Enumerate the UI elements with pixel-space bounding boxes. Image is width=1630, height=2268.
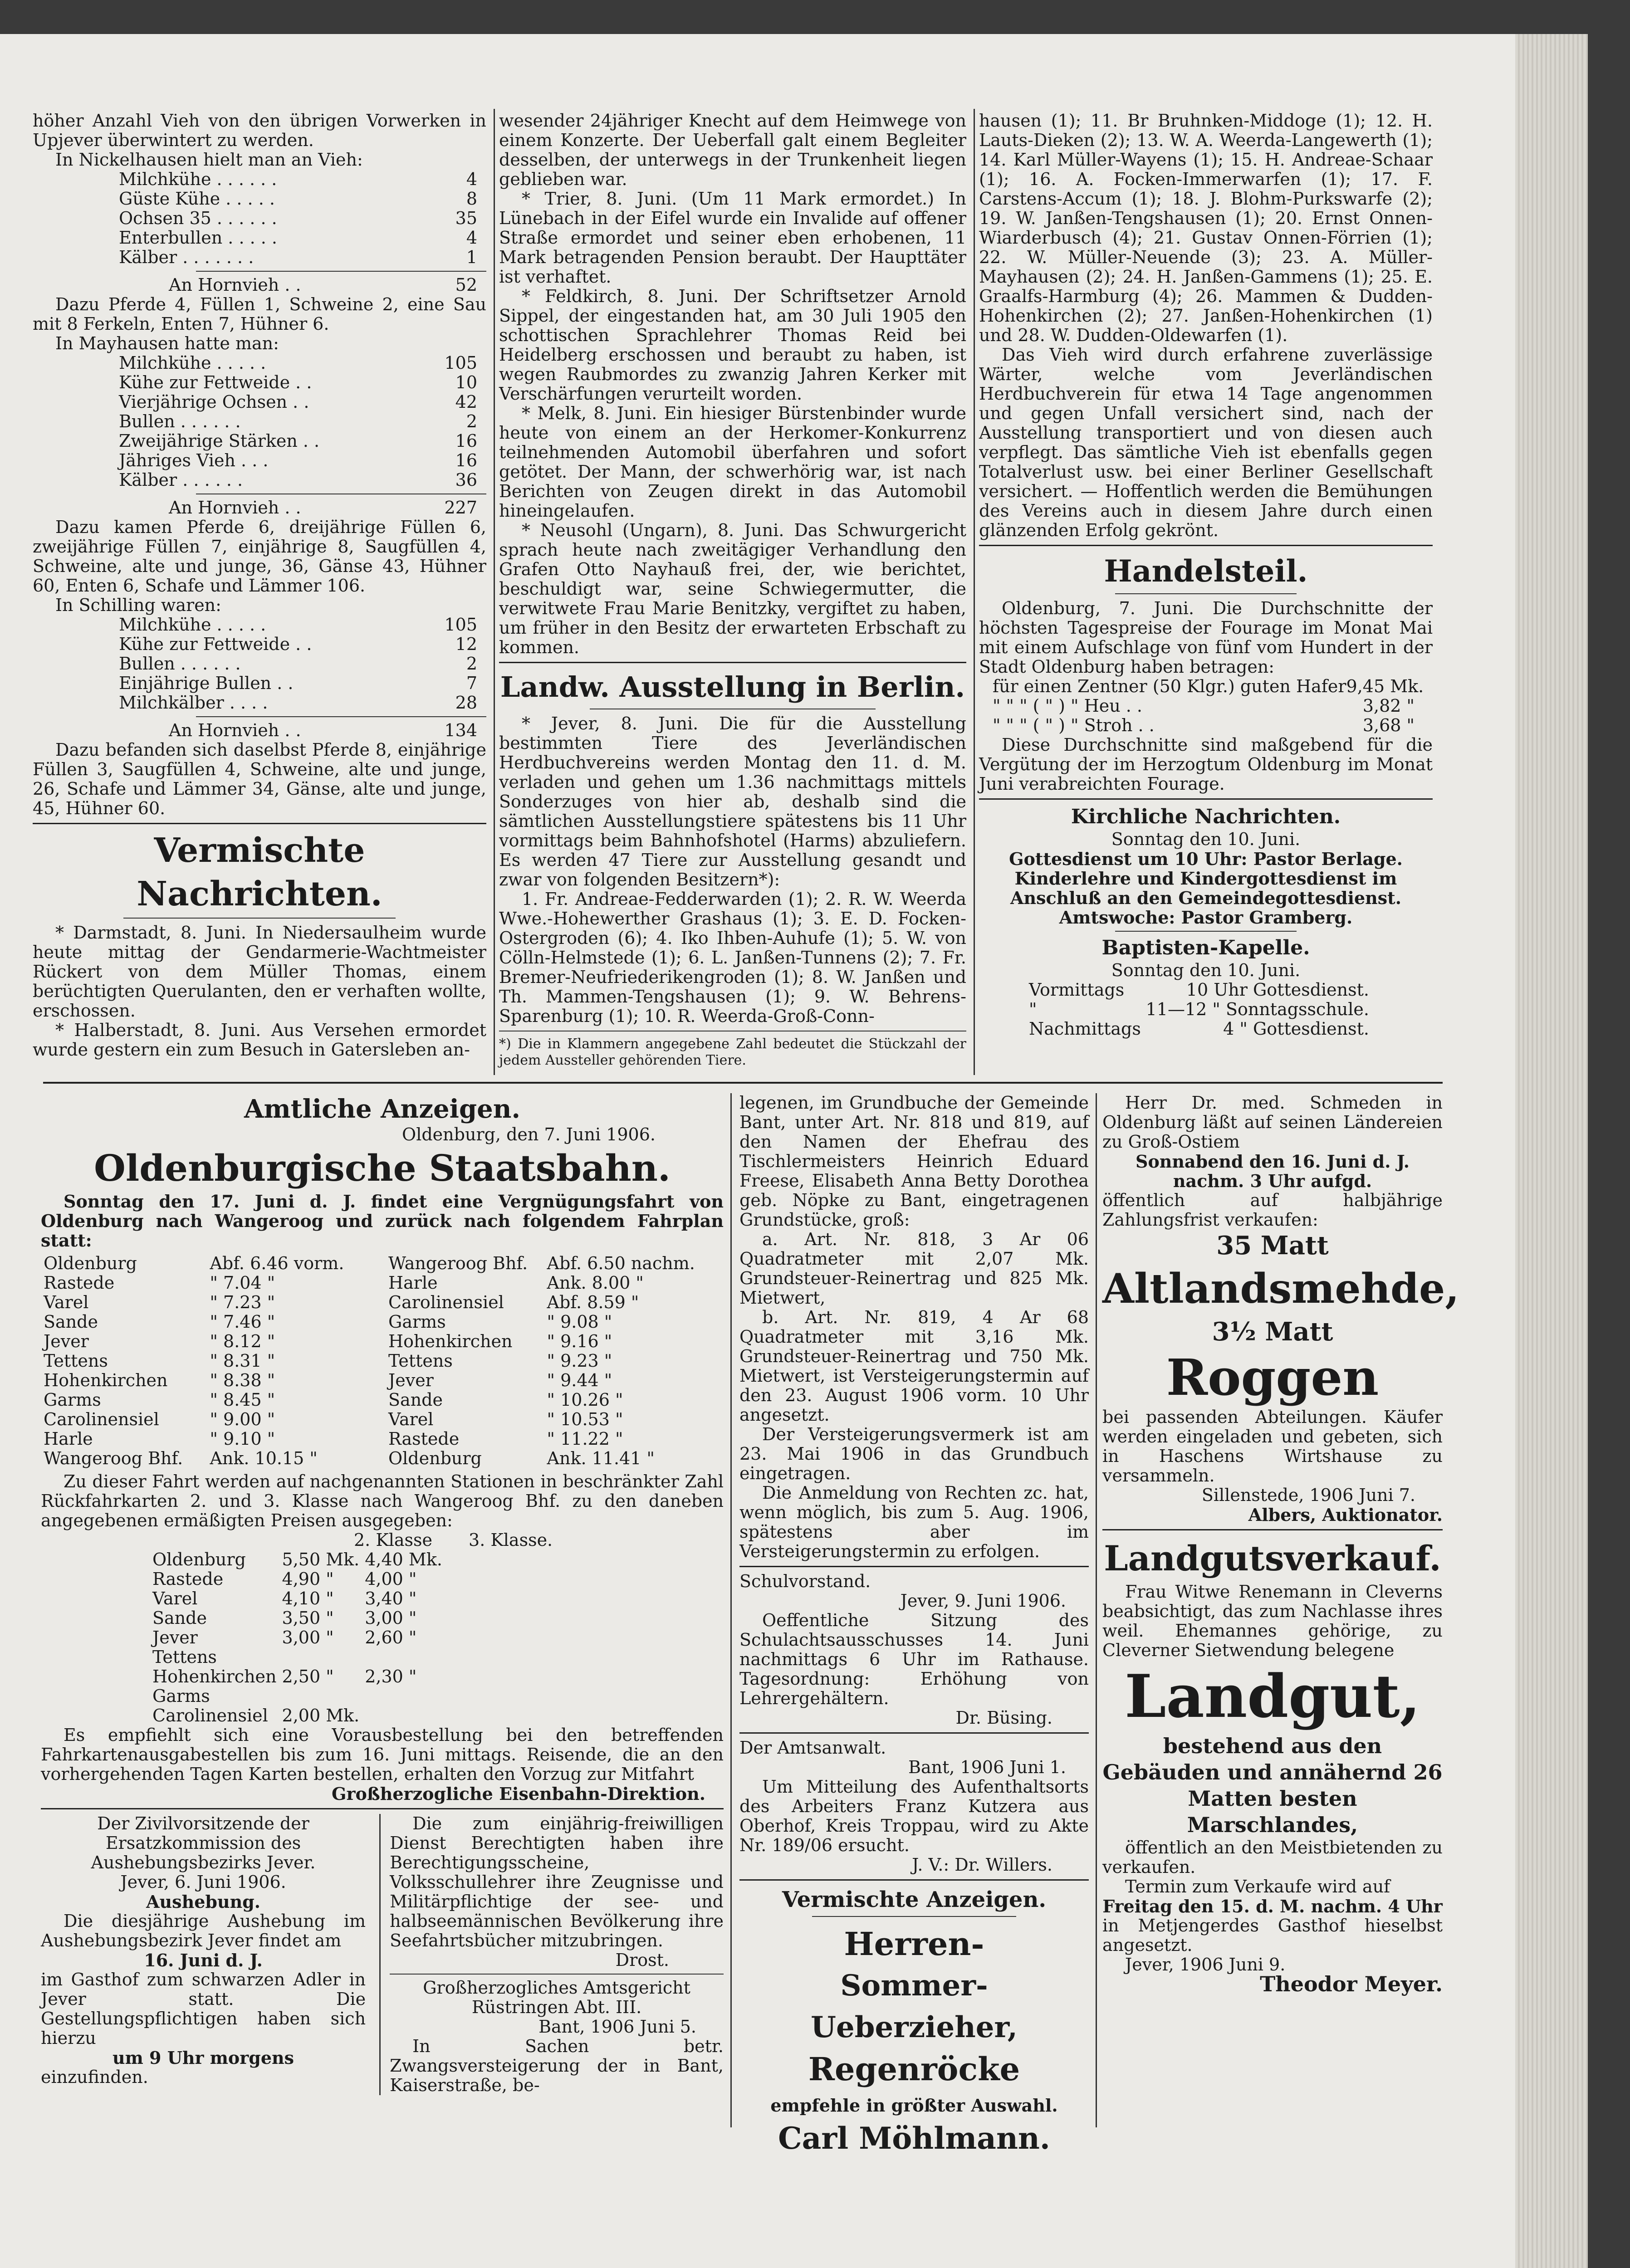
table-cell: " 9.08 " (547, 1312, 612, 1332)
table-cell: Tettens (152, 1647, 217, 1667)
table-cell: Garms (44, 1390, 101, 1410)
nickelhausen-list (33, 170, 486, 267)
table-cell: Oldenburg (44, 1253, 137, 1273)
total-label: An Hornvieh . . (169, 275, 301, 295)
paragraph: öffentlich auf halbjährige Zahlungsfrist verkaufen: (1102, 1190, 1443, 1230)
table-row (41, 1312, 367, 1332)
table-cell: Varel (388, 1409, 434, 1429)
left-top-column (33, 111, 486, 1077)
list-cell: 105 (444, 615, 477, 635)
table-cell: Oldenburg (388, 1448, 482, 1468)
table-cell: 5,50 Mk. (282, 1549, 360, 1569)
table-cell: Rastede (152, 1569, 224, 1589)
news-item: wesender 24jähriger Knecht auf dem Heimwege von einem Konzerte. Der Ueberfall galt einem Begleiter desselben, der unterwegs in der Trunkenheit liegen geblieben war. (499, 111, 966, 189)
table-cell: Tettens (388, 1351, 453, 1371)
list-cell: 2 (466, 654, 477, 674)
paragraph: in Metjengerdes Gasthof hieselbst angesetzt. (1102, 1916, 1443, 1955)
table-cell: 3,40 " (365, 1589, 417, 1608)
section-rule (43, 1082, 1443, 1084)
paragraph: einzufinden. (41, 2067, 148, 2087)
table-cell (362, 1686, 445, 1706)
table-cell: " 8.38 " (210, 1370, 275, 1390)
list-cell: " (1029, 999, 1037, 1019)
section-heading: Amtliche Anzeigen. (244, 1094, 520, 1124)
paragraph: Um Mitteilung des Aufenthaltsorts des Arbeiters Franz Kutzera aus Oberhof, Kreis Troppau, wird zu Akte Nr. 189/06 ersucht. (739, 1777, 1089, 1855)
table-row (386, 1312, 712, 1332)
table-row (386, 1449, 712, 1468)
page-edge (1515, 34, 1588, 2268)
table-cell: 3,00 " (365, 1608, 417, 1628)
table-cell: Varel (152, 1589, 198, 1608)
list-cell: Ochsen 35 . . . . . . (119, 208, 277, 228)
list-cell: Vierjährige Ochsen . . (119, 392, 309, 412)
news-item: * Darmstadt, 8. Juni. In Niedersaulheim wurde heute mittag der Gendarmerie-Wachtmeister Rückert von dem Müller Thomas, einem berüchtigten Querulanten, den er verhaften wollte, erschossen. (33, 923, 486, 1021)
table-cell: Jever (44, 1331, 89, 1351)
ad-headline: Roggen (1166, 1348, 1379, 1407)
table-cell (279, 1647, 362, 1667)
news-item: * Jever, 8. Juni. Die für die Ausstellung bestimmten Tiere des Jeverländischen Herdbuchvereins werden Montag den 11. d. M. verladen und gehen um 1.36 nachmittags mittels Sonderzuges von hier ab, deshalb sind die sämtlichen Ausstellungstiere spätestens bis 11 Uhr vormittags beim Bahnhofshotel (Harms) abzuliefern. Es werden 47 Tiere zur Ausstellung gesandt und zwar von folgenden Besitzern*): (499, 714, 966, 890)
section-heading: Baptisten-Kapelle. (1101, 936, 1310, 959)
church-line: Sonntag den 10. Juni. (1111, 960, 1301, 980)
table-cell: 2,00 Mk. (282, 1706, 360, 1725)
table-cell: Ank. 10.15 " (210, 1448, 318, 1468)
table-row (150, 1569, 445, 1589)
paragraph: im Gasthof zum schwarzen Adler in Jever statt. Die Gestellungspflichtigen haben sich hierzu (41, 1970, 366, 2048)
church-line: Gottesdienst um 10 Uhr: Pastor Berlage. (1009, 849, 1403, 869)
list-row (993, 716, 1415, 735)
table-row (386, 1429, 712, 1449)
paragraph: Die Anmeldung von Rechten zc. hat, wenn möglich, bis zum 5. Aug. 1906, spätestens aber im Versteigerungstermin zu erfolgen. (739, 1483, 1089, 1561)
notice-date: Bant, 1906 Juni 5. (538, 2017, 696, 2037)
table-cell: Hohenkirchen (388, 1331, 513, 1351)
news-item: * Melk, 8. Juni. Ein hiesiger Bürstenbinder wurde heute von einem an der Herkomer-Konkurrenz teilnehmenden Automobil überfahren und sofort getötet. Der Mann, der schwerhörig war, ist nach Berichten von Zeugen direkt in das Automobil hineingelaufen. (499, 403, 966, 521)
paragraph: Die zum einjährig-freiwilligen Dienst Berechtigten haben ihre Berechtigungsscheine, Volksschullehrer ihre Zeugnisse und Militärpflichtige der see- und halbseemännischen Bevölkerung ihre Seefahrtsbücher mitzubringen. (390, 1813, 724, 1950)
section-title: In Schilling waren: (55, 595, 221, 615)
table-row (41, 1410, 367, 1429)
ad-line: 3½ Matt (1212, 1317, 1333, 1347)
column-rule (494, 109, 495, 1075)
middle-top-column (499, 111, 966, 1077)
table-cell: Sande (152, 1608, 207, 1628)
column-rule (1096, 1093, 1097, 2127)
section-heading: Handelsteil. (1104, 553, 1308, 589)
table-cell: Abf. 8.59 " (547, 1292, 639, 1312)
list-row (119, 170, 477, 189)
footnote: *) Die in Klammern angegebene Zahl bedeutet die Stückzahl der jedem Aussteller gehörenden Tiere. (499, 1036, 966, 1068)
notice-date: Sillenstede, 1906 Juni 7. (1201, 1485, 1415, 1505)
total-row (33, 275, 486, 295)
railway-title: Oldenburgische Staatsbahn. (94, 1147, 671, 1189)
table-row (41, 1429, 367, 1449)
list-cell: 28 (455, 693, 477, 713)
list-cell: Milchkälber . . . . (119, 693, 268, 713)
signature: Drost. (615, 1950, 669, 1970)
notice-intro: Sonntag den 17. Juni d. J. findet eine Vergnügungsfahrt von Oldenburg nach Wangeroog und zurück nach folgendem Fahrplan statt: (41, 1191, 724, 1251)
table-cell: Garms (152, 1686, 210, 1706)
class-label: 3. Klasse. (469, 1530, 553, 1550)
ad-headline: Herren- (844, 1925, 984, 1963)
table-cell: Wangeroog Bhf. (388, 1253, 528, 1273)
table-row (386, 1410, 712, 1429)
ad-firm: Carl Möhlmann. (778, 2121, 1050, 2156)
price-list (979, 677, 1433, 735)
table-cell: " 9.00 " (210, 1409, 275, 1429)
list-cell: 4 (466, 228, 477, 248)
paragraph: Der Versteigerungsvermerk ist am 23. Mai 1906 in das Grundbuch eingetragen. (739, 1424, 1089, 1483)
baptist-schedule (979, 980, 1433, 1039)
exhibitor-list: 1. Fr. Andreae-Fedderwarden (1); 2. R. W. Weerda Wwe.-Hohewerther Grashaus (1); 3. E. D. Focken-Ostergroden (6); 4. Iko Ihben-Auhufe (1); 5. W. von Cölln-Helmstede (1); 6. L. Janßen-Tunnens (2); 7. Fr. Bremer-Neufriederikengroden (1); 8. W. Janßen und Th. Mammen-Tengshausen (1); 9. W. Behrens-Sparenburg (1); 10. R. Weerda-Groß-Conn- (499, 889, 966, 1026)
signature: Großherzogliche Eisenbahn-Direktion. (332, 1784, 705, 1804)
return-timetable (386, 1254, 712, 1468)
list-row (119, 412, 477, 431)
ad-date: Freitag den 15. d. M. nachm. 4 Uhr (1102, 1896, 1443, 1916)
notice-time: um 9 Uhr morgens (112, 2048, 294, 2068)
table-cell: Abf. 6.46 vorm. (210, 1253, 344, 1273)
list-cell: Kühe zur Fettweide . . (119, 372, 312, 392)
fare-header (41, 1530, 724, 1550)
table-row (386, 1390, 712, 1410)
table-row (150, 1686, 445, 1706)
paragraph: Es empfiehlt sich eine Vorausbestellung bei den betreffenden Fahrkartenausgabestellen bis zum 16. Juni mittags. Reisende, die an den vorhergehenden Tagen Karten bestellen, erhalten den Vorzug zur Mitfahrt (41, 1725, 724, 1784)
notice-heading: Aushebung. (146, 1892, 260, 1912)
table-cell: Rastede (44, 1273, 115, 1293)
paragraph: Die diesjährige Aushebung im Aushebungsbezirk Jever findet am (41, 1911, 366, 1950)
paragraph: legenen, im Grundbuche der Gemeinde Bant, unter Art. Nr. 818 und 819, auf den Namen der Ehefrau des Tischlermeisters Heinrich Eduard Freese, Elisabeth Anna Betty Dorothea geb. Nöpke zu Bant, eingetragenen Grundstücke, groß: (739, 1093, 1089, 1230)
list-cell: Güste Kühe . . . . . (119, 189, 275, 209)
section-heading: Vermischte Anzeigen. (782, 1887, 1047, 1912)
list-cell: 35 (455, 208, 477, 228)
table-row (150, 1667, 445, 1686)
church-line: Sonntag den 10. Juni. (1111, 829, 1301, 849)
table-row (386, 1371, 712, 1390)
list-row (119, 674, 477, 693)
table-row (386, 1351, 712, 1371)
table-cell: 2,60 " (365, 1628, 417, 1647)
list-cell: 16 (455, 450, 477, 470)
list-row (119, 431, 477, 451)
paragraph: bei passenden Abteilungen. Käufer werden eingeladen und gebeten, sich in Haschens Wirtshause zu versammeln. (1102, 1407, 1443, 1486)
table-cell: Carolinensiel (388, 1292, 504, 1312)
list-cell: 9,45 Mk. (1346, 676, 1424, 696)
paragraph: Dazu befanden sich daselbst Pferde 8, einjährige Füllen 3, Saugfüllen 4, Schweine, alte und junge, 26, Schafe und Lämmer 34, Gänse, alte und junge, 45, Hühner 60. (33, 740, 486, 818)
paragraph: b. Art. Nr. 819, 4 Ar 68 Quadratmeter mit 3,16 Mk. Grundsteuer-Reinertrag und 750 Mk. Mietwert, ist Versteigerungstermin auf den 23. August 1906 vorm. 10 Uhr angesetzt. (739, 1307, 1089, 1425)
list-row (1029, 980, 1369, 1000)
list-cell: Bullen . . . . . . (119, 654, 241, 674)
ad-headline: Sommer-Ueberzieher, (811, 1969, 1018, 2044)
list-row (119, 353, 477, 373)
table-row (386, 1273, 712, 1293)
list-cell: 8 (466, 189, 477, 209)
notice-header: Großherzogliches Amtsgericht Rüstringen Abt. III. (423, 1978, 690, 2017)
total-row (33, 721, 486, 740)
list-row (119, 635, 477, 654)
list-row (1029, 1000, 1369, 1019)
notice-date: Bant, 1906 Juni 1. (908, 1757, 1066, 1777)
ad-headline: Landgutsverkauf. (1104, 1538, 1441, 1579)
table-cell: Hohenkirchen (44, 1370, 168, 1390)
mayhausen-list (33, 353, 486, 490)
ad-date: Sonnabend den 16. Juni d. J. nachm. 3 Uhr aufgd. (1136, 1151, 1410, 1191)
ad-text: bestehend aus den Gebäuden und annähernd 26 Matten besten Marschlandes, (1102, 1734, 1443, 1837)
ad-line: 35 Matt (1216, 1231, 1329, 1261)
paragraph: Herr Dr. med. Schmeden in Oldenburg läßt auf seinen Ländereien zu Groß-Ostiem (1102, 1093, 1443, 1152)
paragraph: Termin zum Verkaufe wird auf (1125, 1877, 1390, 1897)
list-row (119, 615, 477, 635)
ad-text: empfehle in größter Auswahl. (770, 2095, 1058, 2116)
section-title: In Mayhausen hatte man: (55, 333, 279, 353)
list-cell: Milchkühe . . . . . (119, 615, 266, 635)
table-cell: 3,50 " (282, 1608, 334, 1628)
table-cell: " 10.26 " (547, 1390, 623, 1410)
notice-date: Jever, 6. Juni 1906. (120, 1872, 286, 1892)
table-cell: " 10.53 " (547, 1409, 623, 1429)
section-heading: Landw. Ausstellung in Berlin. (500, 670, 965, 704)
table-cell: " 7.23 " (210, 1292, 275, 1312)
list-row (993, 676, 1424, 696)
list-cell: 12 (455, 634, 477, 654)
right-top-column (979, 111, 1433, 1077)
fare-table (150, 1550, 445, 1725)
table-cell: Oldenburg (152, 1549, 246, 1569)
notice-header: Der Zivilvorsitzende der Ersatzkommission des Aushebungsbezirks Jever. (91, 1813, 316, 1872)
total-value: 227 (444, 498, 477, 518)
table-cell: Rastede (388, 1429, 460, 1449)
bottom-right-column (1102, 1093, 1459, 2132)
list-cell: Jähriges Vieh . . . (119, 450, 269, 470)
table-row (150, 1628, 445, 1647)
table-row (41, 1254, 367, 1273)
total-label: An Hornvieh . . (169, 720, 301, 740)
list-row (119, 392, 477, 412)
list-row (119, 451, 477, 470)
news-item: Oldenburg, 7. Juni. Die Durchschnitte der höchsten Tagespreise der Fourage im Monat Mai mit einem Aufschlage von fünf vom Hundert in der Stadt Oldenburg haben betragen: (979, 598, 1433, 677)
signature: J. V.: Dr. Willers. (912, 1855, 1052, 1875)
table-row (386, 1332, 712, 1351)
table-cell: " 8.45 " (210, 1390, 275, 1410)
paragraph: öffentlich an den Meistbietenden zu verkaufen. (1102, 1838, 1443, 1877)
article-intro: höher Anzahl Vieh von den übrigen Vorwerken in Upjever überwintert zu werden. (33, 111, 486, 150)
table-row (150, 1550, 445, 1569)
list-cell: 42 (455, 392, 477, 412)
total-value: 134 (444, 720, 477, 740)
exhibitor-list: hausen (1); 11. Br Bruhnken-Middoge (1); 12. H. Lauts-Dieken (2); 13. W. A. Weerda-Langewerth (1); 14. Karl Müller-Wayens (1); 15. H. Andreae-Schaar (1); 16. A. Focken-Immerwarfen (1); 17. F. Carstens-Accum (1); 18. J. Blohm-Purkswarfe (2); 19. W. Janßen-Tengshausen (1); 20. Ernst Onnen-Wiarderbusch (4); 21. Gustav Onnen-Förrien (1); 22. W. Müller-Neuende (3); 23. A. Müller-Mayhausen (2); 24. H. Janßen-Gammens (1); 25. E. Graalfs-Harmburg (4); 26. Mammen & Dudden-Hohenkirchen (2); 27. Janßen-Hohenkirchen (1) und 28. W. Dudden-Oldewarfen (1). (979, 111, 1433, 345)
paragraph: Oeffentliche Sitzung des Schulachtsausschusses 14. Juni nachmittags 6 Uhr im Rathause. Tagesordnung: Erhöhung von Lehrergehältern. (739, 1610, 1089, 1708)
notice-header: Der Amtsanwalt. (739, 1738, 886, 1758)
table-cell: 4,40 Mk. (365, 1549, 442, 1569)
table-cell: 4,10 " (282, 1589, 334, 1608)
notice-date: 16. Juni d. J. (144, 1950, 263, 1970)
list-cell: Kälber . . . . . . (119, 470, 243, 490)
notice-header: Schulvorstand. (739, 1571, 871, 1591)
church-line: Kinderlehre und Kindergottesdienst im Anschluß an den Gemeindegottesdienst. (1010, 868, 1401, 908)
table-cell: Abf. 6.50 nachm. (547, 1253, 695, 1273)
paragraph: a. Art. Nr. 818, 3 Ar 06 Quadratmeter mit 2,07 Mk. Grundsteuer-Reinertrag und 825 Mk. Mietwert, (739, 1229, 1089, 1308)
table-cell: 3,00 " (282, 1628, 334, 1647)
table-cell: 2,30 " (365, 1667, 417, 1686)
outbound-timetable (41, 1254, 367, 1468)
column-rule (730, 1093, 732, 2127)
list-cell: 4 " Gottesdienst. (1223, 1019, 1369, 1039)
table-cell: Harle (388, 1273, 438, 1293)
table-cell: 2,50 " (282, 1667, 334, 1686)
list-row (993, 696, 1415, 716)
paragraph: Diese Durchschnitte sind maßgebend für die Vergütung der im Herzogtum Oldenburg im Monat Juni verabreichten Fourage. (979, 735, 1433, 794)
news-item: * Feldkirch, 8. Juni. Der Schriftsetzer Arnold Sippel, der eingestanden hat, am 30 Juli 1905 den schottischen Sprachlehrer Thomas Reid bei Heidelberg erschossen und beraubt zu haben, ist wegen Raubmordes zu zwanzig Jahren Kerker mit Verschärfungen verurteilt worden. (499, 286, 966, 404)
list-cell: 10 Uhr Gottesdienst. (1186, 980, 1369, 1000)
table-row (41, 1332, 367, 1351)
section-title: In Nickelhausen hielt man an Vieh: (55, 150, 363, 170)
list-cell: Enterbullen . . . . . (119, 228, 277, 248)
table-cell: Sande (388, 1390, 443, 1410)
class-label: 2. Klasse (354, 1530, 433, 1550)
table-row (41, 1273, 367, 1293)
list-cell: Kühe zur Fettweide . . (119, 634, 312, 654)
list-cell: Kälber . . . . . . . (119, 247, 254, 267)
signature: Theodor Meyer. (1260, 1972, 1443, 1996)
total-row (33, 498, 486, 518)
table-cell: " 8.31 " (210, 1351, 275, 1371)
list-row (119, 228, 477, 248)
table-cell: Jever (152, 1628, 198, 1647)
signature: Albers, Auktionator. (1248, 1505, 1443, 1525)
paragraph: Dazu Pferde 4, Füllen 1, Schweine 2, eine Sau mit 8 Ferkeln, Enten 7, Hühner 6. (33, 294, 486, 334)
notice-date: Jever, 1906 Juni 9. (1125, 1955, 1286, 1975)
bottom-middle-column (739, 1093, 1089, 2156)
total-value: 52 (455, 275, 477, 295)
table-cell: Wangeroog Bhf. (44, 1448, 183, 1468)
total-label: An Hornvieh . . (169, 498, 301, 518)
signature: Dr. Büsing. (955, 1708, 1052, 1728)
table-cell: Jever (388, 1370, 434, 1390)
paragraph: Dazu kamen Pferde 6, dreijährige Füllen 6, zweijährige Füllen 7, einjährige 8, Saugfüllen 4, Schweine, alte und junge, 36, Gänse 43, Hühner 60, Enten 6, Schafe und Lämmer 106. (33, 517, 486, 596)
list-cell: 2 (466, 411, 477, 431)
table-row (41, 1449, 367, 1468)
list-cell: Milchkühe . . . . . (119, 353, 266, 373)
table-cell: Carolinensiel (152, 1706, 268, 1725)
ad-headline: Altlandsmehde, (1102, 1265, 1459, 1313)
table-row (150, 1647, 445, 1667)
list-cell: 7 (466, 673, 477, 693)
schilling-list (33, 615, 486, 713)
table-cell: " 11.22 " (547, 1429, 623, 1449)
table-cell: Tettens (44, 1351, 108, 1371)
table-cell: Varel (44, 1292, 89, 1312)
list-cell: Nachmittags (1029, 1019, 1141, 1039)
list-row (119, 189, 477, 209)
news-item: * Trier, 8. Juni. (Um 11 Mark ermordet.) In Lünebach in der Eifel wurde ein Invalide auf offener Straße ermordet und seiner eben erhobenen, 11 Mark betragenden Pension beraubt. Der Haupttäter ist verhaftet. (499, 189, 966, 287)
paragraph: Frau Witwe Renemann in Cleverns beabsichtigt, das zum Nachlasse ihres weil. Ehemannes gehörige, zu Cleverner Sietwendung belegene (1102, 1582, 1443, 1660)
table-row (41, 1390, 367, 1410)
list-row (119, 470, 477, 490)
paragraph: Das Vieh wird durch erfahrene zuverlässige Wärter, welche vom Jeverländischen Herdbuchverein für etwa 14 Tage angenommen und gegen Unfall versichert sind, nach der Ausstellung transportiert und von diesen auch verpflegt. Das sämtliche Vieh ist ebenfalls gegen Totalverlust usw. bei einer Berliner Gesellschaft versichert. — Hoffentlich werden die Bemühungen des Vereins auch in diesem Jahre durch einen glänzenden Erfolg gekrönt. (979, 345, 1433, 540)
list-row (119, 693, 477, 713)
list-row (119, 248, 477, 267)
table-cell: " 9.16 " (547, 1331, 612, 1351)
table-row (150, 1589, 445, 1608)
section-heading: Vermischte Nachrichten. (137, 831, 382, 914)
table-cell: Carolinensiel (44, 1409, 159, 1429)
table-cell: " 9.23 " (547, 1351, 612, 1371)
table-cell: 4,90 " (282, 1569, 334, 1589)
table-cell: " 8.12 " (210, 1331, 275, 1351)
list-cell: 16 (455, 431, 477, 451)
list-cell: " " " ( " ) " Heu . . (993, 696, 1143, 716)
church-line: Amtswoche: Pastor Gramberg. (1059, 907, 1353, 928)
table-cell: " 7.46 " (210, 1312, 275, 1332)
table-row (386, 1293, 712, 1312)
news-item: * Neusohl (Ungarn), 8. Juni. Das Schwurgericht sprach heute nach zweitägiger Verhandlung den Grafen Otto Nayhauß frei, der, wie berichtet, beschuldigt war, seine Schwiegermutter, die verwitwete Frau Marie Benitzky, vergiftet zu haben, um früher in den Besitz der erwarteten Erbschaft zu kommen. (499, 520, 966, 657)
ad-headline: Regenröcke (808, 2050, 1020, 2088)
list-cell: 10 (455, 372, 477, 392)
list-cell: für einen Zentner (50 Klgr.) guten Hafer (993, 676, 1346, 696)
table-cell: Sande (44, 1312, 98, 1332)
table-cell: 4,00 " (365, 1569, 417, 1589)
list-cell: 3,68 " (1362, 715, 1415, 735)
table-cell: Ank. 8.00 " (547, 1273, 644, 1293)
table-cell: Hohenkirchen (152, 1667, 277, 1686)
notice-date: Oldenburg, den 7. Juni 1906. (402, 1124, 656, 1144)
news-item: * Halberstadt, 8. Juni. Aus Versehen ermordet wurde gestern ein zum Besuch in Gatersleben an- (33, 1020, 486, 1060)
table-cell (362, 1647, 445, 1667)
ad-headline: Landgut, (1125, 1662, 1420, 1731)
table-cell: Harle (44, 1429, 93, 1449)
list-row (119, 373, 477, 392)
list-row (1029, 1019, 1369, 1039)
table-row (386, 1254, 712, 1273)
paragraph: In Sachen betr. Zwangsversteigerung der in Bant, Kaiserstraße, be- (390, 2036, 724, 2095)
table-cell (362, 1706, 445, 1725)
list-row (119, 209, 477, 228)
table-row (41, 1351, 367, 1371)
list-cell: Bullen . . . . . . (119, 411, 241, 431)
table-cell: " 7.04 " (210, 1273, 275, 1293)
notice-date: Jever, 9. Juni 1906. (900, 1591, 1066, 1611)
list-cell: 36 (455, 470, 477, 490)
column-rule (974, 109, 975, 1075)
table-cell: " 9.10 " (210, 1429, 275, 1449)
list-cell: 4 (466, 169, 477, 189)
table-cell: " 9.44 " (547, 1370, 612, 1390)
list-cell: Milchkühe . . . . . . (119, 169, 277, 189)
list-cell: Einjährige Bullen . . (119, 673, 294, 693)
table-cell (279, 1686, 362, 1706)
table-cell: Ank. 11.41 " (547, 1448, 655, 1468)
table-row (41, 1293, 367, 1312)
list-cell: 1 (466, 247, 477, 267)
paragraph: Zu dieser Fahrt werden auf nachgenannten Stationen in beschränkter Zahl Rückfahrkarten 2. und 3. Klasse nach Wangeroog Bhf. zu den daneben angegebenen ermäßigten Preisen ausgegeben: (41, 1471, 724, 1530)
bottom-left-column (41, 1093, 724, 2132)
table-row (41, 1371, 367, 1390)
list-cell: 11—12 " Sonntagsschule. (1145, 999, 1369, 1019)
list-cell: 105 (444, 353, 477, 373)
table-cell: Garms (388, 1312, 446, 1332)
list-cell: 3,82 " (1362, 696, 1415, 716)
list-cell: Zweijährige Stärken . . (119, 431, 320, 451)
list-cell: Vormittags (1029, 980, 1125, 1000)
list-cell: " " " ( " ) " Stroh . . (993, 715, 1155, 735)
table-row (150, 1706, 445, 1725)
table-row (150, 1608, 445, 1628)
list-row (119, 654, 477, 674)
section-heading: Kirchliche Nachrichten. (1071, 805, 1341, 828)
